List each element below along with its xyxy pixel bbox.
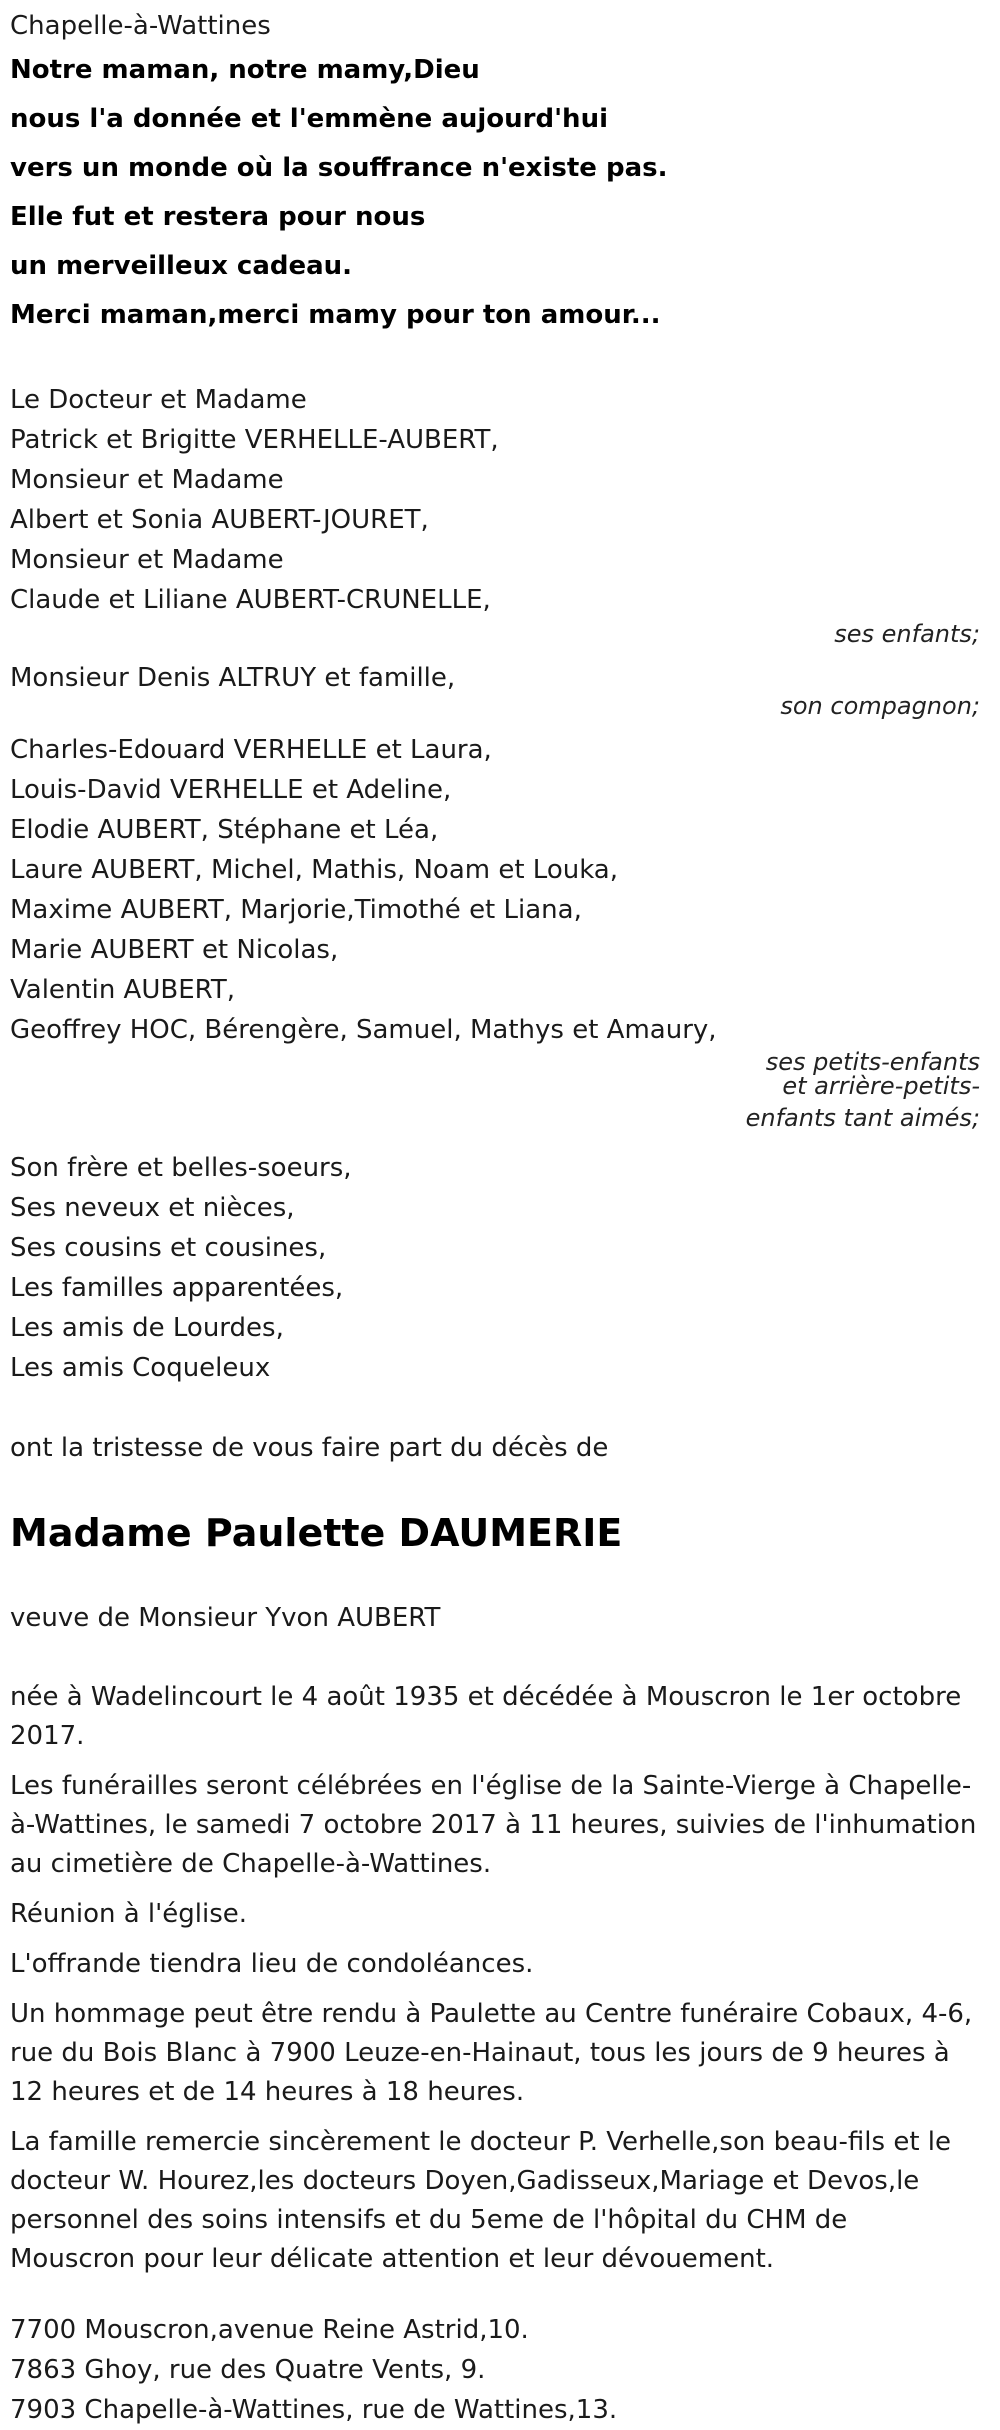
addresses-list [10,2310,980,2430]
family-line: Ses cousins et cousines, [10,1233,327,1263]
poem [10,46,980,340]
children-label: ses enfants; [834,620,980,648]
obituary-notice [10,6,980,2430]
paragraph-funeral: Les funérailles seront célébrées en l'église de la Sainte-Vierge à Chapelle-à-Wattines, le samedi 7 octobre 2017 à 11 heures, suivies de l'inhumation au cimetière de Chapelle-à-Wattines. [10,1771,977,1879]
paragraph-meeting: Réunion à l'église. [10,1899,248,1929]
family-line: Louis-David VERHELLE et Adeline, [10,775,452,805]
family-line: Son frère et belles-soeurs, [10,1153,352,1183]
poem-line: Merci maman,merci mamy pour ton amour... [10,300,661,330]
paragraph-tribute: Un hommage peut être rendu à Paulette au Centre funéraire Cobaux, 4-6, rue du Bois Blanc à 7900 Leuze-en-Hainaut, tous les jours de 9 heures à 12 heures et de 14 heures à 18 heures. [10,1999,973,2107]
notice-body [10,1678,980,2279]
family-line: Ses neveux et nièces, [10,1193,295,1223]
deceased-name: Madame Paulette DAUMERIE [10,1511,623,1555]
companion-line: Monsieur Denis ALTRUY et famille, [10,663,456,693]
family-line: Monsieur et Madame [10,465,284,495]
address-line: 7700 Mouscron,avenue Reine Astrid,10. [10,2315,529,2345]
grandchildren-list [10,730,980,1050]
grandchildren-label [10,1050,980,1138]
family-line: Elodie AUBERT, Stéphane et Léa, [10,815,439,845]
poem-line: nous l'a donnée et l'emmène aujourd'hui [10,104,608,134]
announcement-line: ont la tristesse de vous faire part du décès de [10,1433,609,1463]
poem-line: Elle fut et restera pour nous [10,202,426,232]
family-line: Marie AUBERT et Nicolas, [10,935,339,965]
grandchildren-label-line: ses petits-enfants [765,1048,980,1076]
poem-line: Notre maman, notre mamy,Dieu [10,55,480,85]
children-list [10,380,980,620]
address-line: 7863 Ghoy, rue des Quatre Vents, 9. [10,2355,486,2385]
family-line: Monsieur et Madame [10,545,284,575]
paragraph-birth-death: née à Wadelincourt le 4 août 1935 et décédée à Mouscron le 1er octobre 2017. [10,1682,962,1751]
grandchildren-label-line: enfants tant aimés; [745,1104,980,1132]
family-line: Maxime AUBERT, Marjorie,Timothé et Liana, [10,895,582,925]
family-line: Geoffrey HOC, Bérengère, Samuel, Mathys et Amaury, [10,1015,717,1045]
family-line: Laure AUBERT, Michel, Mathis, Noam et Louka, [10,855,619,885]
location-line: Chapelle-à-Wattines [10,11,271,41]
family-line: Les familles apparentées, [10,1273,344,1303]
poem-line: un merveilleux cadeau. [10,251,353,281]
family-line: Les amis Coqueleux [10,1353,271,1383]
family-line: Patrick et Brigitte VERHELLE-AUBERT, [10,425,499,455]
family-line: Les amis de Lourdes, [10,1313,284,1343]
relatives-list [10,1148,980,1388]
paragraph-thanks: La famille remercie sincèrement le docteur P. Verhelle,son beau-fils et le docteur W. Hourez,les docteurs Doyen,Gadisseux,Mariage et Devos,le personnel des soins intensifs et du 5eme de l'hôpital du CHM de Mouscron pour leur délicate attention et leur dévouement. [10,2127,952,2274]
grandchildren-label-line: et arrière-petits- [782,1072,980,1100]
family-line: Valentin AUBERT, [10,975,235,1005]
companion-label: son compagnon; [780,692,980,720]
widow-of-line: veuve de Monsieur Yvon AUBERT [10,1603,441,1633]
family-line: Claude et Liliane AUBERT-CRUNELLE, [10,585,491,615]
family-line: Charles-Edouard VERHELLE et Laura, [10,735,492,765]
poem-line: vers un monde où la souffrance n'existe pas. [10,153,668,183]
family-line: Le Docteur et Madame [10,385,307,415]
address-line: 7903 Chapelle-à-Wattines, rue de Wattines,13. [10,2395,618,2425]
family-line: Albert et Sonia AUBERT-JOURET, [10,505,429,535]
paragraph-offering: L'offrande tiendra lieu de condoléances. [10,1949,534,1979]
